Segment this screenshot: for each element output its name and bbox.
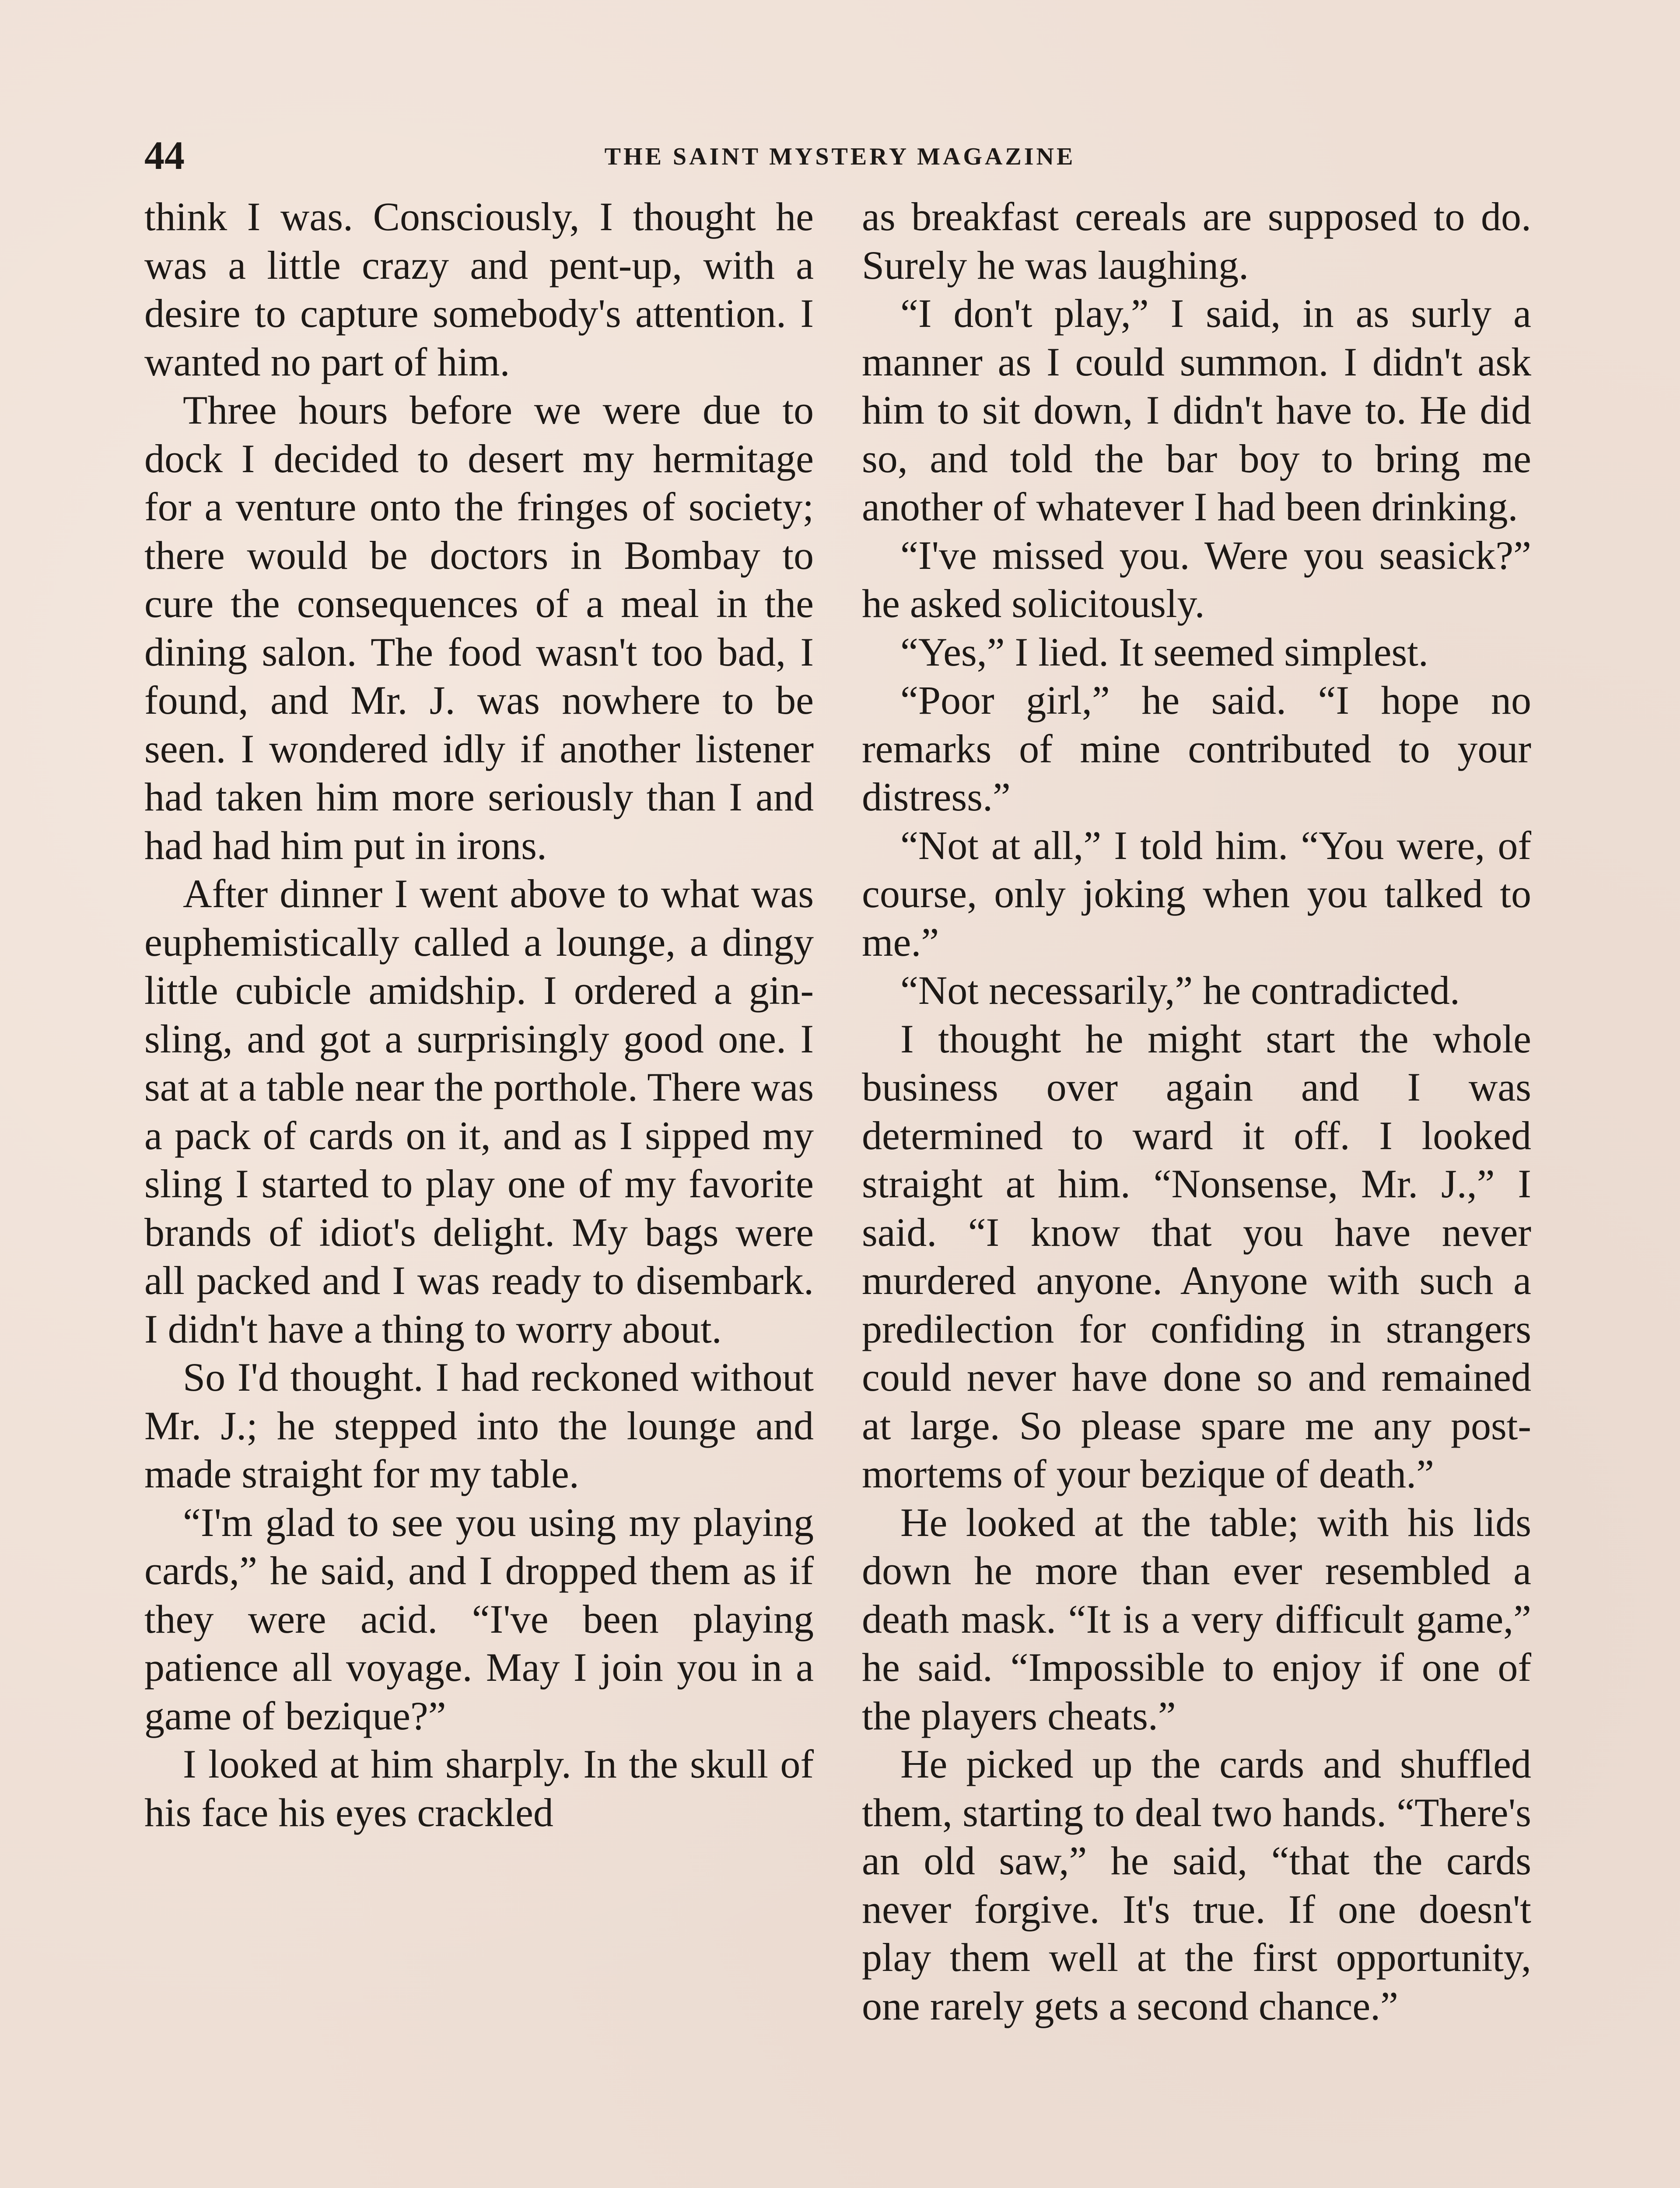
paragraph: “Poor girl,” he said. “I hope no remarks of mine contributed to your distress.” xyxy=(862,678,1531,819)
paragraph: He picked up the cards and shuffled them, starting to deal two hands. “There's an old saw,” he said, “that the cards never forgive. It's true. If one doesn't play them well at the first opportunity, one rarely gets a second chance.” xyxy=(862,1742,1531,2028)
paragraph: Three hours before we were due to dock I decided to desert my hermitage for a venture onto the fringes of society; there would be doctors in Bombay to cure the consequences of a meal in the dining salon. The food wasn't too bad, I found, and Mr. J. was nowhere to be seen. I wondered idly if another listener had taken him more seriously than I and had had him put in irons. xyxy=(144,388,814,868)
paragraph: I thought he might start the whole business over again and I was determined to ward it off. I looked straight at him. “Nonsense, Mr. J.,” I said. “I know that you have never murdered anyone. Anyone with such a predilection for confiding in strangers could never have done so and remained at large. So please spare me any post-mortems of your bezique of death.” xyxy=(862,1016,1531,1496)
running-head: THE SAINT MYSTERY MAGAZINE xyxy=(604,143,1076,170)
page-number: 44 xyxy=(144,133,185,178)
paragraph: as breakfast cereals are supposed to do. Surely he was laughing. xyxy=(862,194,1531,288)
paragraph: “Not at all,” I told him. “You were, of course, only joking when you talked to me.” xyxy=(862,823,1531,964)
paragraph: “Yes,” I lied. It seemed simplest. xyxy=(900,629,1428,674)
paragraph: “I'm glad to see you using my playing cards,” he said, and I dropped them as if they were acid. “I've been playing patience all voyage. May I join you in a game of bezique?” xyxy=(144,1500,814,1738)
paragraph: “Not necessarily,” he contradicted. xyxy=(900,968,1460,1013)
paragraph: After dinner I went above to what was euphemistically called a lounge, a dingy little cubicle amidship. I ordered a gin-sling, and got a surprisingly good one. I sat at a table near the porthole. There was a pack of cards on it, and as I sipped my sling I started to play one of my favorite brands of idiot's delight. My bags were all packed and I was ready to disembark. I didn't have a thing to worry about. xyxy=(144,871,814,1351)
paragraph: think I was. Consciously, I thought he was a little crazy and pent-up, with a desire to capture somebody's attention. I wanted no part of him. xyxy=(144,194,814,384)
paragraph: So I'd thought. I had reckoned without Mr. J.; he stepped into the lounge and made straight for my table. xyxy=(144,1355,814,1496)
paragraph: I looked at him sharply. In the skull of his face his eyes crackled xyxy=(144,1742,814,1835)
left-column xyxy=(144,193,814,1837)
right-column xyxy=(862,193,1531,2030)
paragraph: “I don't play,” I said, in as surly a manner as I could summon. I didn't ask him to sit down, I didn't have to. He did so, and told the bar boy to bring me another of whatever I had been drinking. xyxy=(862,291,1531,529)
paragraph: “I've missed you. Were you seasick?” he asked solicitously. xyxy=(862,533,1531,626)
paragraph: He looked at the table; with his lids down he more than ever resembled a death mask. “It is a very difficult game,” he said. “Impossible to enjoy if one of the players cheats.” xyxy=(862,1500,1531,1738)
page-header xyxy=(144,131,1536,179)
